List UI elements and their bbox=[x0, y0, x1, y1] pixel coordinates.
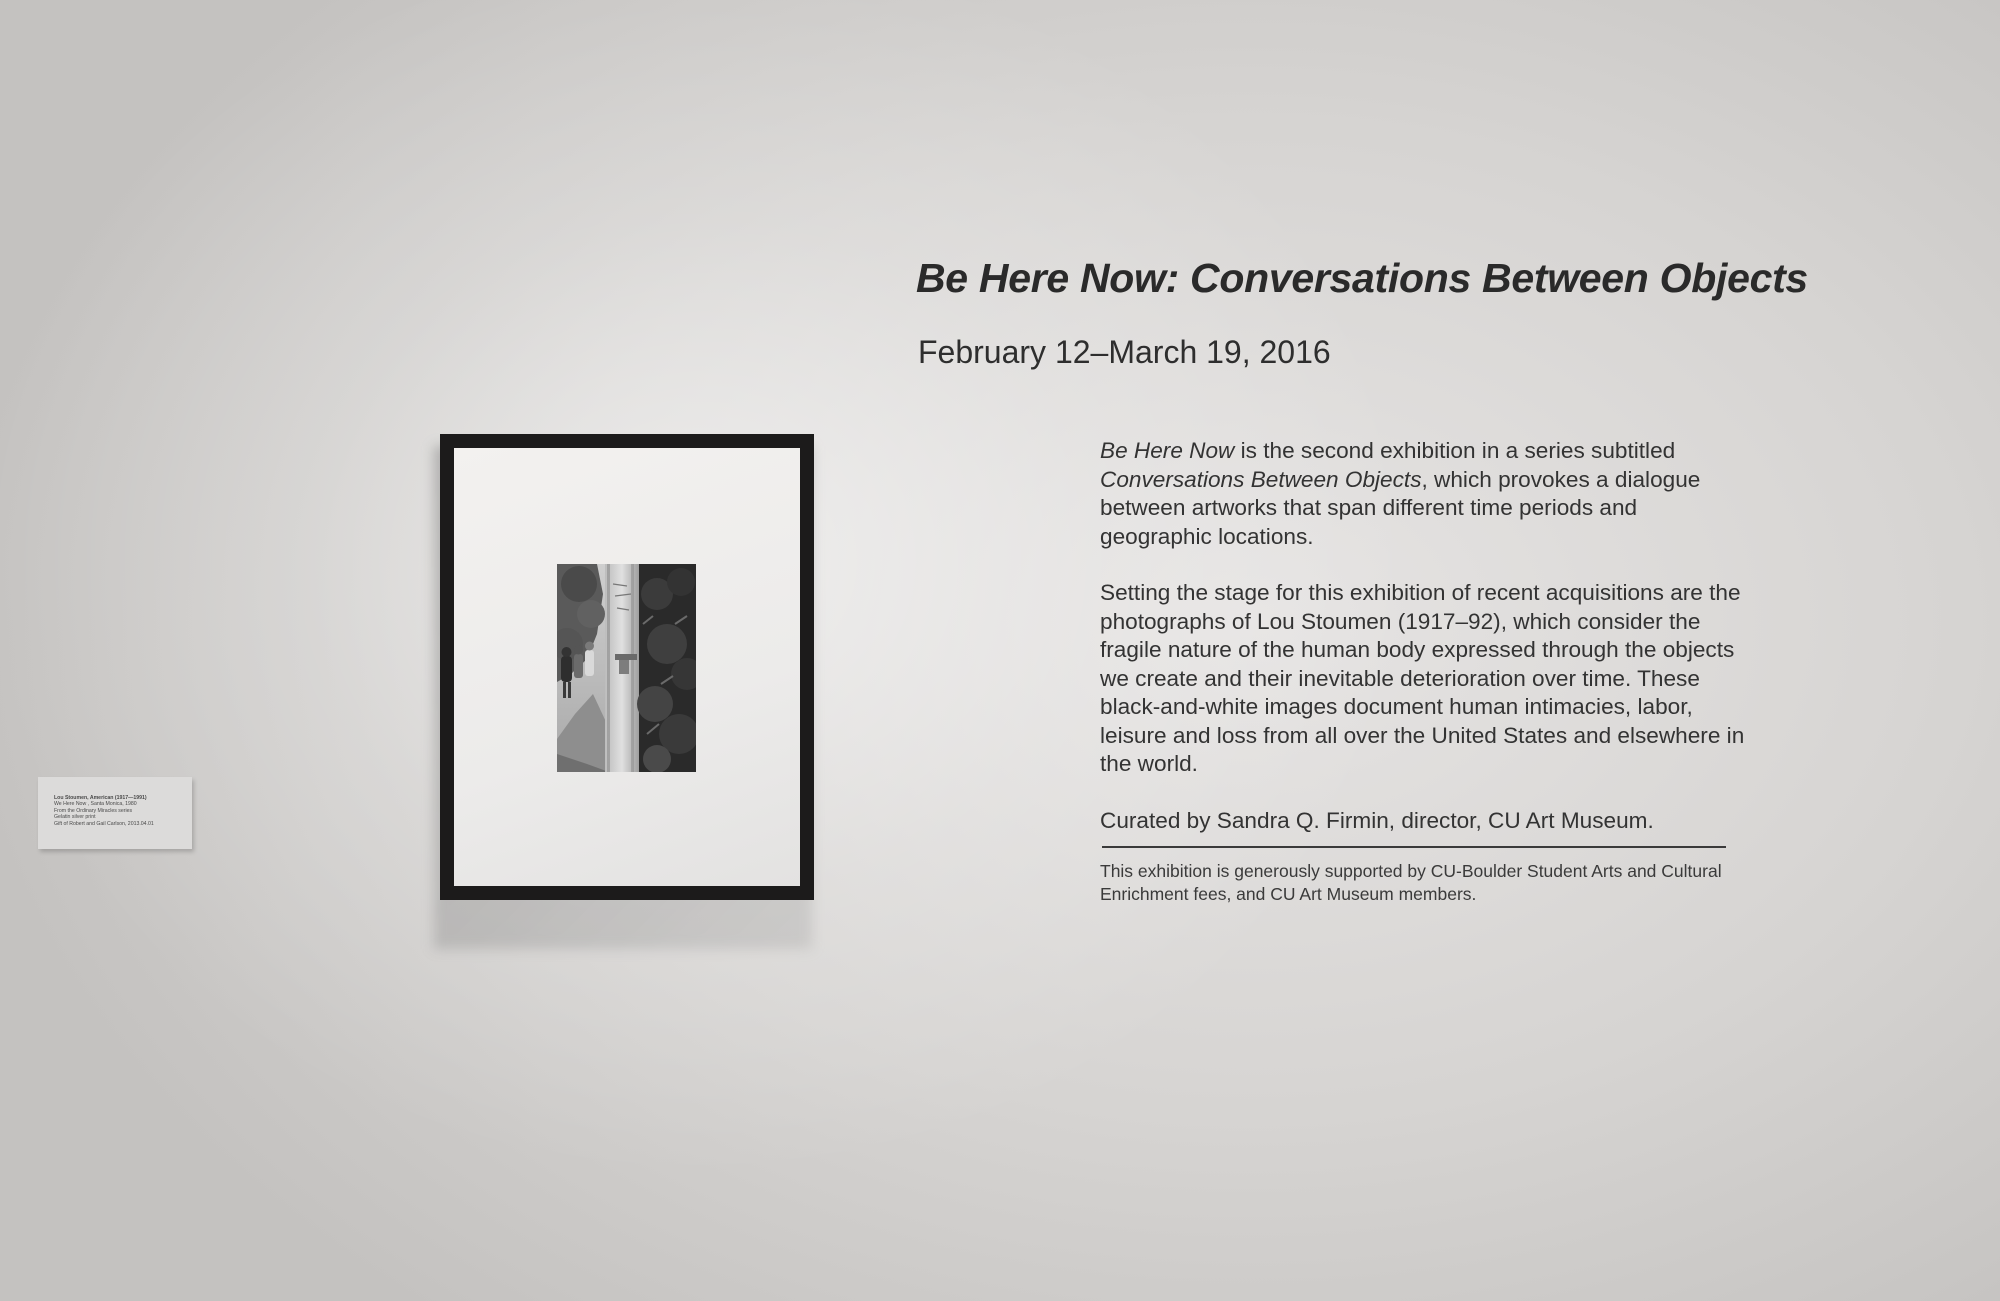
italic-series-ref: Conversations Between Objects bbox=[1100, 466, 1422, 492]
label-series: From the Ordinary Miracles series bbox=[54, 807, 133, 814]
description-paragraph-1 bbox=[1100, 437, 1750, 551]
framed-artwork bbox=[440, 434, 814, 900]
curator-credit: Curated by Sandra Q. Firmin, director, CU Art Museum. bbox=[1100, 807, 1654, 833]
artwork-mat bbox=[454, 448, 800, 886]
paragraph-1-text-b: , which provokes a dialogue between artworks that span different time periods and geographic locations. bbox=[1100, 466, 1701, 549]
label-title: We Here Now , Santa Monica, 1980 bbox=[54, 801, 137, 808]
photograph-image bbox=[557, 564, 696, 772]
label-artist: Lou Stoumen, American (1917—1991) bbox=[54, 795, 147, 801]
black-and-white-photograph bbox=[557, 564, 696, 772]
object-label bbox=[38, 777, 192, 849]
divider-rule bbox=[1102, 846, 1726, 848]
exhibition-dates: February 12–March 19, 2016 bbox=[918, 334, 1331, 370]
label-medium: Gelatin silver print bbox=[54, 814, 96, 821]
exhibition-description bbox=[1100, 437, 1750, 906]
label-credit: Gift of Robert and Gail Carlson, 2013.04.01 bbox=[54, 820, 154, 827]
support-credit: This exhibition is generously supported by CU-Boulder Student Arts and Cultural Enrichment fees, and CU Art Museum members. bbox=[1100, 860, 1722, 904]
paragraph-1-text-a: is the second exhibition in a series subtitled bbox=[1234, 438, 1676, 463]
description-paragraph-2: Setting the stage for this exhibition of recent acquisitions are the photographs of Lou Stoumen (1917–92), which consider the fragile nature of the human body expressed through the objects we create and their inevitable deterioration over time. These black-and-white images document human intimacies, labor, leisure and loss from all over the United States and elsewhere in the world. bbox=[1100, 580, 1745, 776]
exhibition-title: Be Here Now: Conversations Between Objects bbox=[916, 255, 1808, 301]
italic-title-ref: Be Here Now bbox=[1100, 438, 1235, 463]
